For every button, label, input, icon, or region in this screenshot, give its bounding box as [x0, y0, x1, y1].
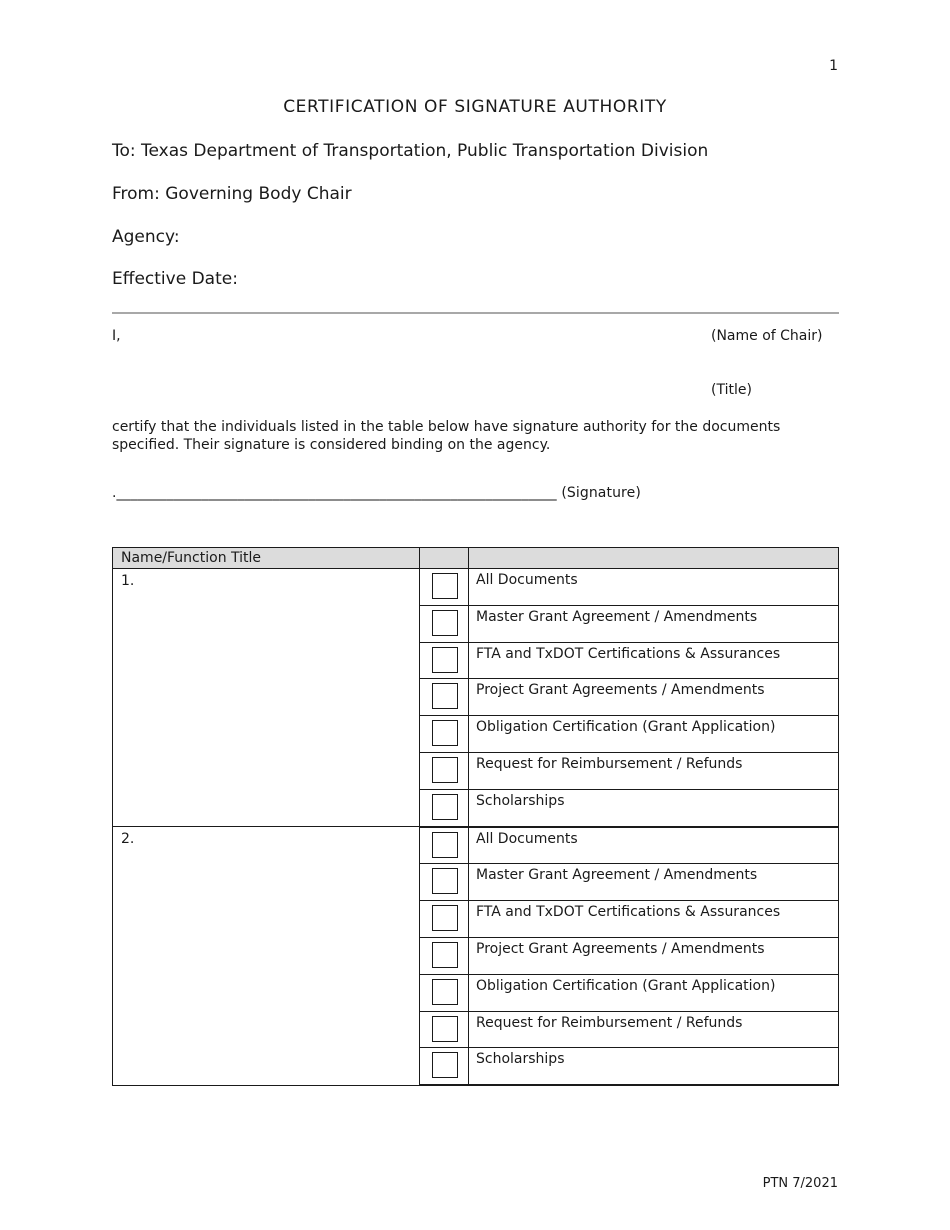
checkbox[interactable]: [432, 573, 458, 599]
signature-line[interactable]: [112, 485, 641, 501]
to-line: To: Texas Department of Transportation, Public Transportation Division: [112, 141, 709, 161]
document-label: Master Grant Agreement / Amendments: [469, 605, 839, 642]
signer-name-cell[interactable]: [113, 827, 420, 1086]
signer-name-cell[interactable]: [113, 569, 420, 827]
document-label: Scholarships: [469, 789, 839, 826]
checkbox[interactable]: [432, 1052, 458, 1078]
document-label: Project Grant Agreements / Amendments: [469, 937, 839, 974]
document-label: All Documents: [469, 569, 839, 606]
effective-date-label: Effective Date:: [112, 269, 238, 289]
checkbox[interactable]: [432, 942, 458, 968]
document-label: Project Grant Agreements / Amendments: [469, 679, 839, 716]
document-label: FTA and TxDOT Certifications & Assurances: [469, 901, 839, 938]
document-label: Master Grant Agreement / Amendments: [469, 864, 839, 901]
signer-group-2: [113, 827, 839, 1086]
document-label: All Documents: [469, 827, 839, 864]
document-label: Obligation Certification (Grant Application): [469, 974, 839, 1011]
signature-label: (Signature): [561, 485, 641, 501]
document-label: Scholarships: [469, 1048, 839, 1085]
document-column-header: [469, 548, 839, 569]
signer-number: 1.: [121, 573, 135, 589]
page-number: 1: [829, 58, 838, 74]
certify-statement: certify that the individuals listed in the table below have signature authority for the documents specified. Their signature is considered binding on the agency.: [112, 419, 781, 453]
signature-authority-table: [112, 547, 839, 1086]
page-title: CERTIFICATION OF SIGNATURE AUTHORITY: [283, 97, 667, 117]
checkbox[interactable]: [432, 832, 458, 858]
divider: [112, 312, 839, 314]
checkbox[interactable]: [432, 683, 458, 709]
from-line: From: Governing Body Chair: [112, 184, 352, 204]
title-label: (Title): [711, 382, 752, 398]
name-of-chair-label: (Name of Chair): [711, 328, 823, 344]
checkbox[interactable]: [432, 720, 458, 746]
document-label: Request for Reimbursement / Refunds: [469, 752, 839, 789]
checkbox[interactable]: [432, 1016, 458, 1042]
agency-label: Agency:: [112, 227, 180, 247]
checkbox[interactable]: [432, 868, 458, 894]
checkbox[interactable]: [432, 979, 458, 1005]
checkbox[interactable]: [432, 647, 458, 673]
checkbox[interactable]: [432, 794, 458, 820]
document-label: FTA and TxDOT Certifications & Assurances: [469, 642, 839, 679]
signer-group-1: [113, 569, 839, 827]
checkbox[interactable]: [432, 610, 458, 636]
signer-number: 2.: [121, 831, 135, 848]
checkbox[interactable]: [432, 757, 458, 783]
document-label: Request for Reimbursement / Refunds: [469, 1011, 839, 1048]
checkbox-column-header: [420, 548, 469, 569]
document-label: Obligation Certification (Grant Application): [469, 716, 839, 753]
form-code: PTN 7/2021: [762, 1176, 838, 1191]
name-function-title-header: Name/Function Title: [113, 548, 420, 569]
chair-prefix: I,: [112, 328, 121, 344]
signature-underline: .______________________________________________________________: [112, 485, 562, 501]
checkbox[interactable]: [432, 905, 458, 931]
